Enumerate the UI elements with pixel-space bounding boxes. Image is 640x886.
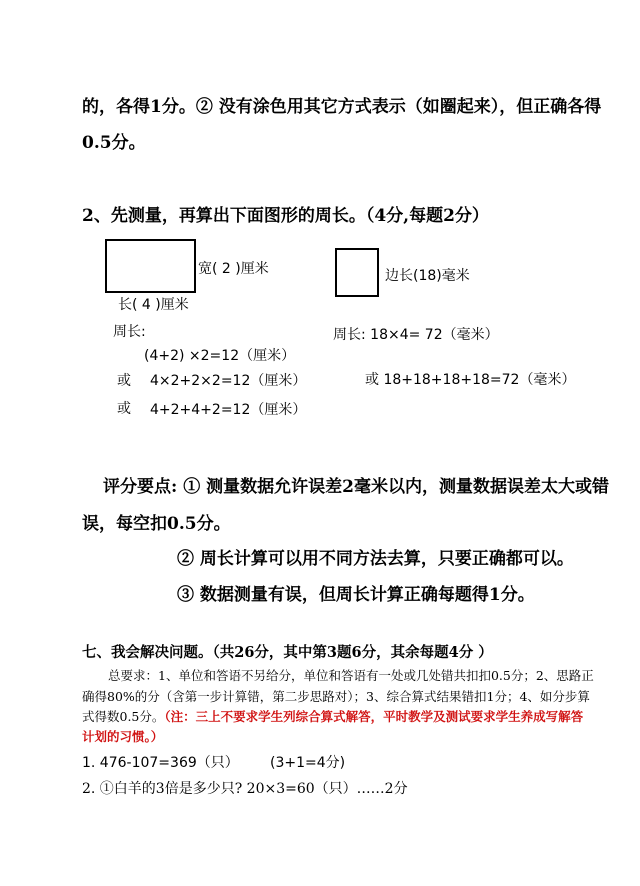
square-figure	[335, 248, 379, 297]
square-alt-method: 或 18+18+18+18=72（毫米）	[365, 372, 576, 388]
rect-method-1: (4+2) ×2=12（厘米）	[144, 348, 296, 364]
section7-req-3	[82, 707, 583, 725]
square-side-label: 边长(18)毫米	[385, 268, 470, 284]
rect-length-label: 长( 4 )厘米	[118, 297, 189, 313]
rect-or-2: 或	[117, 401, 131, 417]
answer-2: 2. ①白羊的3倍是多少只? 20×3=60（只）……2分	[82, 781, 408, 797]
q2-title: 2、先测量，再算出下面图形的周长。（4分,每题2分）	[82, 206, 489, 226]
rect-method-3: 4+2+4+2=12（厘米）	[150, 402, 307, 418]
intro-line-1: 的，各得1分。② 没有涂色用其它方式表示（如圈起来），但正确各得	[82, 97, 602, 117]
section7-req-2: 确得80%的分（含第一步计算错，第二步思路对）；3、综合算式结果错扣1分；4、如分步算	[82, 689, 590, 704]
section7-req-4: 计划的习惯。）	[82, 729, 164, 744]
req-3-note: （注：三上不要求学生列综合算式解答，平时教学及测试要求学生养成写解答	[164, 709, 584, 724]
rect-perimeter-label: 周长:	[113, 324, 146, 340]
req-3-text: 式得数0.5分。	[82, 709, 165, 724]
rect-method-2: 4×2+2×2=12（厘米）	[150, 373, 307, 389]
intro-line-2: 0.5分。	[82, 133, 146, 153]
scoring-line-2: 误，每空扣0.5分。	[82, 514, 231, 534]
square-perimeter: 周长: 18×4= 72（毫米）	[333, 327, 499, 343]
section7-req-1: 总要求：1、单位和答语不另给分，单位和答语有一处或几处错共扣扣0.5分；2、思路正	[108, 668, 594, 683]
scoring-point-3: ③ 数据测量有误，但周长计算正确每题得1分。	[177, 585, 535, 605]
rectangle-figure	[105, 239, 196, 293]
answer-1-score: (3+1=4分)	[270, 755, 346, 771]
rect-width-label: 宽( 2 )厘米	[198, 261, 269, 277]
rect-or-1: 或	[117, 373, 131, 389]
scoring-point-2: ② 周长计算可以用不同方法去算，只要正确都可以。	[177, 549, 574, 569]
answer-1-calc: 1. 476-107=369（只）	[82, 755, 239, 771]
scoring-line-1: 评分要点: ① 测量数据允许误差2毫米以内，测量数据误差太大或错	[103, 477, 609, 497]
section7-title: 七、我会解决问题。（共26分，其中第3题6分，其余每题4分 ）	[82, 644, 493, 661]
